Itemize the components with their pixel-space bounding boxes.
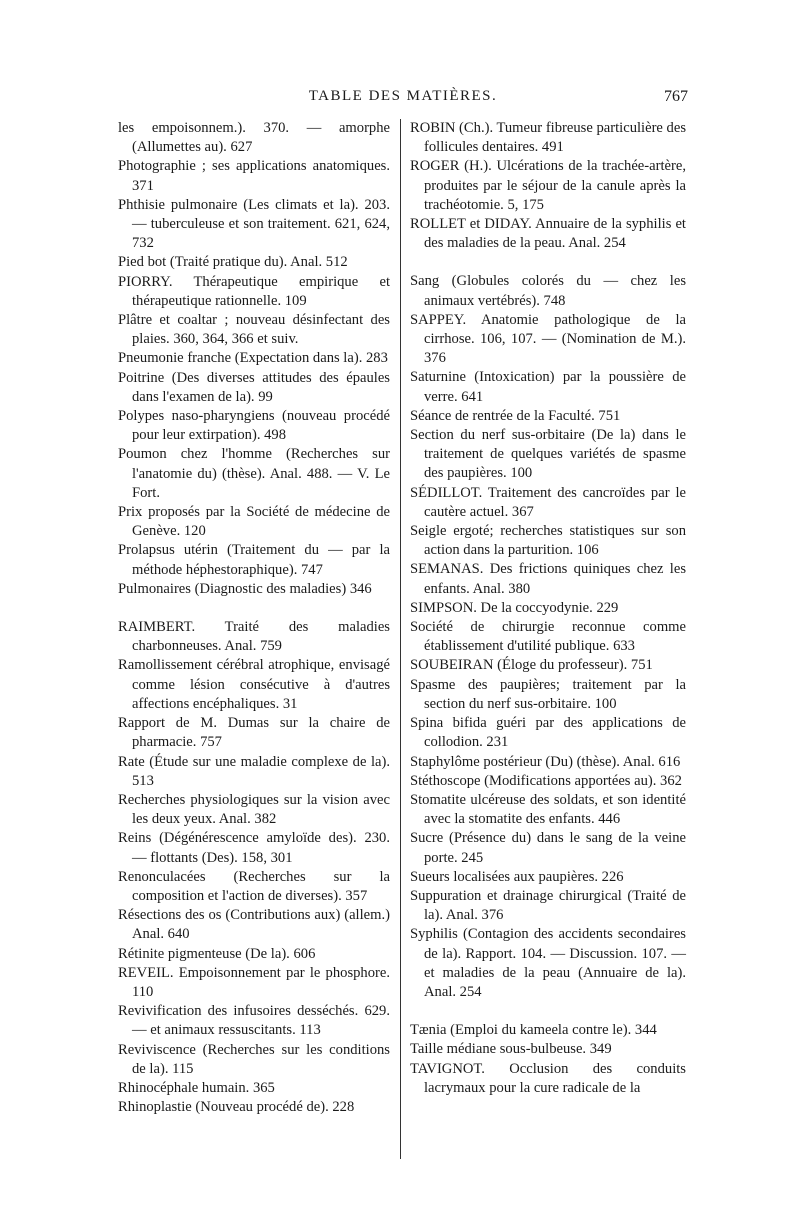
- page-number: 767: [664, 88, 688, 105]
- index-entry: Stomatite ulcéreuse des soldats, et son identité avec la stomatite des enfants. 446: [410, 791, 686, 828]
- index-entry: ROLLET et DIDAY. Annuaire de la syphilis et des maladies de la peau. Anal. 254: [410, 216, 686, 252]
- index-entry: Rétinite pigmenteuse (De la). 606: [118, 945, 316, 962]
- index-entry: Prix proposés par la Société de médecine de Genève. 120: [118, 504, 390, 540]
- index-entry: Sang (Globules colorés du — chez les animaux vertébrés). 748: [410, 273, 686, 309]
- index-entry: ROBIN (Ch.). Tumeur fibreuse particulière des follicules dentaires. 491: [410, 120, 687, 156]
- page-header: [118, 88, 688, 110]
- column-divider: [400, 119, 401, 1159]
- index-entry: Reins (Dégénérescence amyloïde des). 230. — flottants (Des). 158, 301: [118, 830, 390, 866]
- index-entry: Pulmonaires (Diagnostic des maladies) 346: [118, 580, 372, 597]
- index-entry: Prolapsus utérin (Traitement du — par la méthode héphestoraphique). 747: [118, 542, 390, 578]
- index-entry: Photographie ; ses applications anatomiques. 371: [118, 158, 390, 194]
- index-entry: Sucre (Présence du) dans le sang de la veine porte. 245: [410, 830, 686, 866]
- index-entry: Rhinoplastie (Nouveau procédé de). 228: [118, 1099, 355, 1116]
- index-entry: Ramollissement cérébral atrophique, envisagé comme lésion consécutive à d'autres affections encéphaliques. 31: [118, 657, 390, 712]
- index-entry: Poitrine (Des diverses attitudes des épaules dans l'examen de la). 99: [118, 369, 390, 405]
- index-entry: SEMANAS. Des frictions quiniques chez les enfants. Anal. 380: [410, 561, 686, 597]
- index-entry: Tænia (Emploi du kameela contre le). 344: [410, 1022, 657, 1039]
- index-entry: Syphilis (Contagion des accidents secondaires de la). Rapport. 104. — Discussion. 107. — et maladies de la peau (Annuaire de la). Anal. 254: [410, 926, 686, 1000]
- index-entry: Suppuration et drainage chirurgical (Traité de la). Anal. 376: [410, 887, 686, 924]
- section-gap: [118, 599, 390, 618]
- index-entry: Revivification des infusoires desséchés. 629. — et animaux ressuscitants. 113: [118, 1003, 390, 1039]
- index-entry: Phthisie pulmonaire (Les climats et la). 203. — tuberculeuse et son traitement. 621, 624, 732: [118, 196, 390, 252]
- index-entry: SÉDILLOT. Traitement des cancroïdes par le cautère actuel. 367: [410, 484, 686, 520]
- index-entry: SIMPSON. De la coccyodynie. 229: [410, 599, 619, 616]
- index-entry: Séance de rentrée de la Faculté. 751: [410, 407, 621, 424]
- index-entry: Recherches physiologiques sur la vision avec les deux yeux. Anal. 382: [118, 791, 390, 828]
- index-entry: Résections des os (Contributions aux) (allem.) Anal. 640: [118, 907, 390, 943]
- index-entry: Polypes naso-pharyngiens (nouveau procédé pour leur extirpation). 498: [118, 408, 390, 444]
- running-title: TABLE DES MATIÈRES.: [308, 88, 498, 104]
- index-entry: Rapport de M. Dumas sur la chaire de pharmacie. 757: [118, 715, 390, 751]
- index-entry: Poumon chez l'homme (Recherches sur l'anatomie du) (thèse). Anal. 488. — V. Le Fort.: [118, 446, 390, 501]
- section-gap: [410, 253, 686, 272]
- index-entry: RAIMBERT. Traité des maladies charbonneuses. Anal. 759: [118, 619, 390, 655]
- index-entry: Seigle ergoté; recherches statistiques sur son action dans la parturition. 106: [410, 523, 686, 559]
- index-entry: Rate (Étude sur une maladie complexe de la). 513: [118, 753, 390, 789]
- index-entry: Rhinocéphale humain. 365: [118, 1079, 275, 1096]
- index-entry: Section du nerf sus-orbitaire (De la) dans le traitement de quelques variétés de spasme des paupières. 100: [410, 427, 686, 482]
- index-entry: Saturnine (Intoxication) par la poussière de verre. 641: [410, 369, 686, 405]
- index-entry: Pneumonie franche (Expectation dans la). 283: [118, 350, 388, 367]
- index-entry: Reviviscence (Recherches sur les conditions de la). 115: [118, 1041, 390, 1077]
- right-column: [410, 119, 686, 1098]
- index-entry: Spasme des paupières; traitement par la section du nerf sus-orbitaire. 100: [410, 676, 686, 712]
- index-entry: SAPPEY. Anatomie pathologique de la cirrhose. 106, 107. — (Nomination de M.). 376: [410, 311, 686, 367]
- section-gap: [410, 1002, 686, 1021]
- left-column: [118, 119, 390, 1117]
- index-entry: Sueurs localisées aux paupières. 226: [410, 868, 624, 885]
- index-entry: REVEIL. Empoisonnement par le phosphore. 110: [118, 964, 390, 1000]
- index-entry: Renonculacées (Recherches sur la composition et l'action de diverses). 357: [118, 868, 390, 904]
- index-entry: Taille médiane sous-bulbeuse. 349: [410, 1041, 612, 1058]
- index-entry: SOUBEIRAN (Éloge du professeur). 751: [410, 657, 653, 674]
- index-entry: Spina bifida guéri par des applications de collodion. 231: [410, 715, 686, 751]
- index-entry: Société de chirurgie reconnue comme établissement d'utilité publique. 633: [410, 619, 686, 655]
- index-entry: ROGER (H.). Ulcérations de la trachée-artère, produites par le séjour de la canule après la trachéotomie. 5, 175: [410, 158, 686, 213]
- index-entry: TAVIGNOT. Occlusion des conduits lacrymaux pour la cure radicale de la: [410, 1060, 686, 1096]
- index-entry: Stéthoscope (Modifications apportées au). 362: [410, 772, 682, 789]
- index-entry: Pied bot (Traité pratique du). Anal. 512: [118, 254, 348, 271]
- index-entry: PIORRY. Thérapeutique empirique et thérapeutique rationnelle. 109: [118, 273, 390, 309]
- index-entry: les empoisonnem.). 370. — amorphe (Allumettes au). 627: [118, 120, 390, 156]
- index-entry: Plâtre et coaltar ; nouveau désinfectant des plaies. 360, 364, 366 et suiv.: [118, 312, 390, 348]
- index-entry: Staphylôme postérieur (Du) (thèse). Anal. 616: [410, 753, 681, 770]
